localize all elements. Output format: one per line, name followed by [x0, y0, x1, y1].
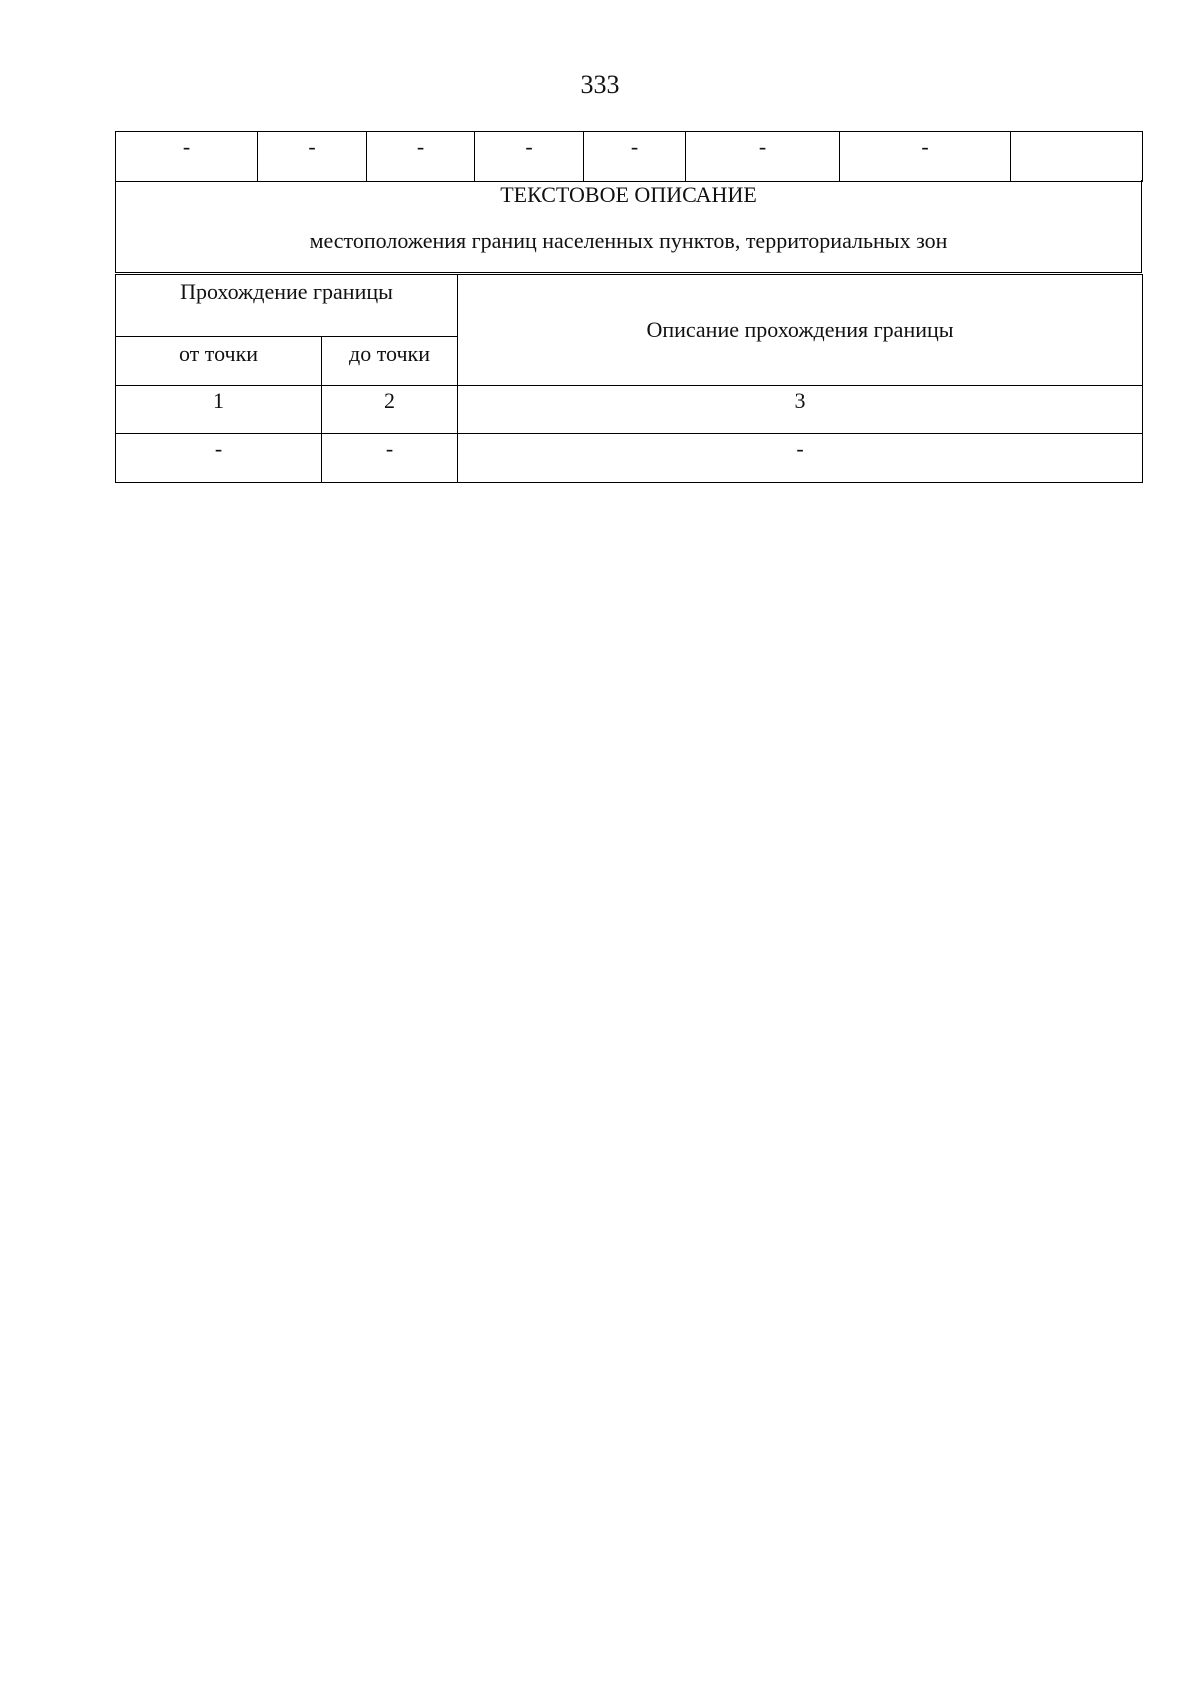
table-header-row	[116, 275, 1143, 337]
column-number: 3	[458, 386, 1143, 434]
header-to-point: до точки	[322, 337, 458, 386]
table-cell: -	[116, 132, 258, 182]
table-cell: -	[367, 132, 475, 182]
table-cell: -	[258, 132, 367, 182]
column-number: 2	[322, 386, 458, 434]
table-row	[116, 434, 1143, 483]
table-cell: -	[116, 434, 322, 483]
table-cell: -	[840, 132, 1011, 182]
header-boundary-passage: Прохождение границы	[116, 275, 458, 337]
table-cell: -	[458, 434, 1143, 483]
title-cell	[116, 180, 1142, 273]
table-row	[116, 132, 1143, 182]
boundary-description-table	[115, 274, 1143, 483]
table-cell: -	[584, 132, 686, 182]
table-cell	[1011, 132, 1143, 182]
column-number-row	[116, 386, 1143, 434]
table-cell: -	[686, 132, 840, 182]
header-from-point: от точки	[116, 337, 322, 386]
title-block	[115, 180, 1142, 273]
table-cell: -	[322, 434, 458, 483]
table-cell: -	[475, 132, 584, 182]
column-number: 1	[116, 386, 322, 434]
document-subtitle: местоположения границ населенных пунктов, территориальных зон	[309, 228, 948, 253]
previous-table-continuation	[115, 131, 1143, 182]
header-boundary-description: Описание прохождения границы	[458, 275, 1143, 386]
page-number: 333	[580, 70, 620, 99]
document-title: ТЕКСТОВОЕ ОПИСАНИЕ	[500, 182, 757, 207]
